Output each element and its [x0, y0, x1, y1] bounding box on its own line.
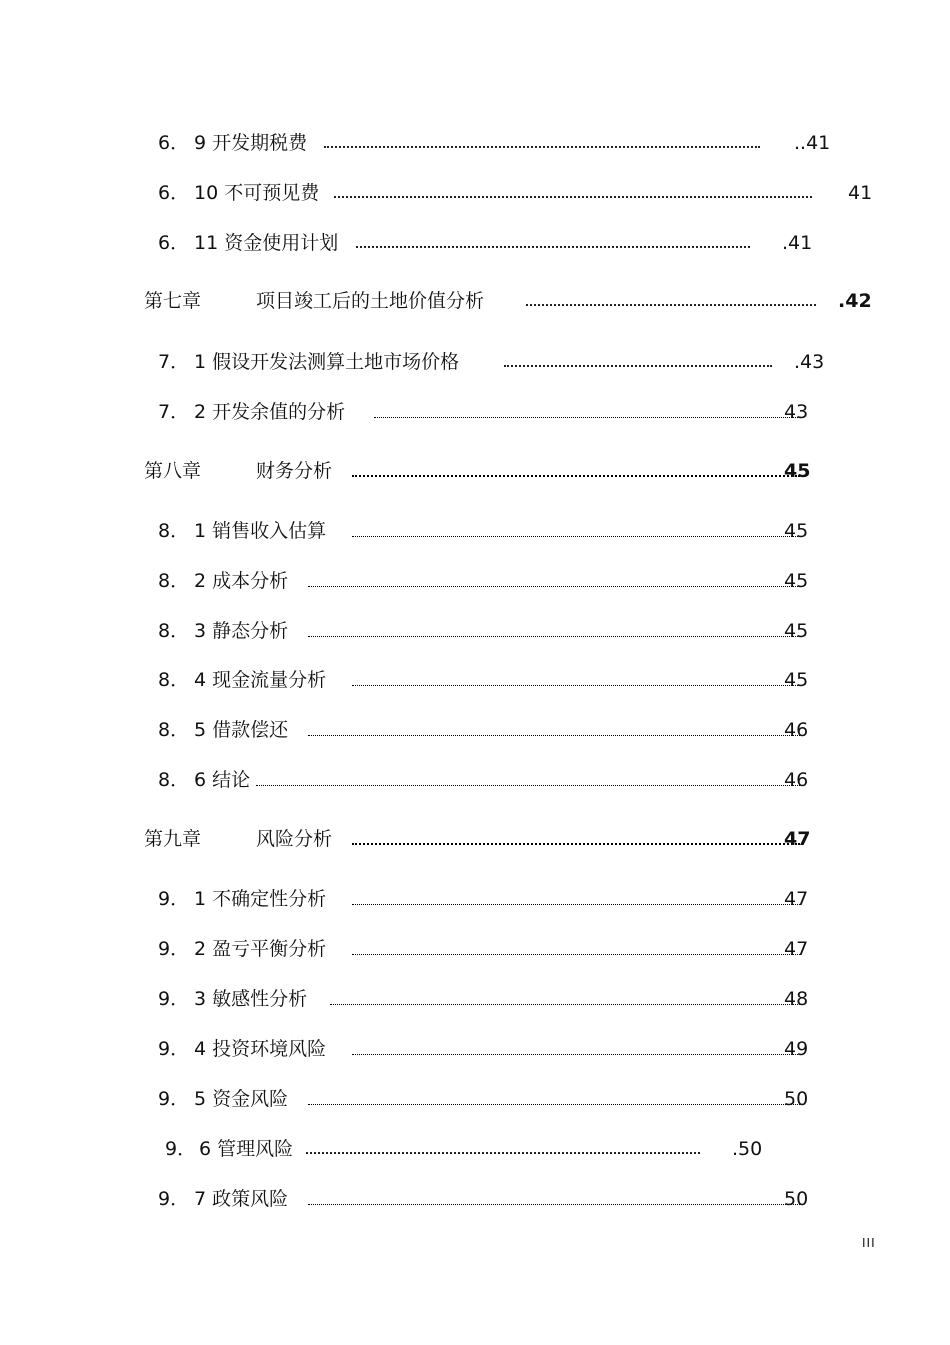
toc-entry-number: 9．	[158, 938, 190, 960]
toc-leader-dots	[356, 246, 750, 248]
toc-entry-page: 50	[784, 1188, 809, 1210]
toc-chapter-page: .42	[838, 290, 872, 312]
toc-chapter-label: 第七章	[144, 290, 202, 312]
toc-leader-dots	[308, 636, 800, 637]
toc-entry-title: 4 投资环境风险	[194, 1038, 327, 1060]
toc-leader-dots	[526, 304, 816, 306]
toc-leader-dots	[334, 196, 812, 198]
toc-entry-number: 9．	[165, 1138, 197, 1160]
toc-entry-title: 6 结论	[194, 769, 251, 791]
toc-entry-number: 8．	[158, 769, 190, 791]
toc-entry-page: 45	[784, 520, 809, 542]
toc-chapter-page: 47	[784, 828, 811, 850]
toc-entry-page: 49	[784, 1038, 809, 1060]
toc-entry-page: 50	[784, 1088, 809, 1110]
toc-entry-page: 46	[784, 719, 809, 741]
toc-entry-number: 8．	[158, 669, 190, 691]
toc-entry-title: 7 政策风险	[194, 1188, 289, 1210]
toc-entry-page: 47	[784, 888, 809, 910]
toc-chapter-page: 45	[784, 460, 811, 482]
toc-leader-dots	[308, 586, 800, 587]
toc-entry-title: 3 静态分析	[194, 620, 289, 642]
toc-entry-number: 6．	[158, 232, 190, 254]
toc-entry-page: 45	[784, 669, 809, 691]
toc-leader-dots	[308, 1104, 800, 1105]
toc-leader-dots	[352, 475, 800, 477]
toc-entry-page: 47	[784, 938, 809, 960]
toc-entry-page: 45	[784, 570, 809, 592]
toc-entry-page: 48	[784, 988, 809, 1010]
toc-leader-dots	[324, 146, 760, 148]
toc-entry-title: 10 不可预见费	[194, 182, 320, 204]
toc-entry-page: 45	[784, 620, 809, 642]
toc-entry-page: 41	[848, 182, 873, 204]
toc-entry-page: .50	[732, 1138, 763, 1160]
toc-entry-number: 8．	[158, 520, 190, 542]
toc-entry-number: 9．	[158, 1188, 190, 1210]
toc-entry-number: 6．	[158, 182, 190, 204]
toc-entry-title: 2 成本分析	[194, 570, 289, 592]
toc-chapter-title: 风险分析	[256, 828, 333, 850]
toc-leader-dots	[352, 1054, 800, 1055]
toc-entry-number: 9．	[158, 1038, 190, 1060]
toc-entry-number: 9．	[158, 888, 190, 910]
toc-leader-dots	[306, 1152, 700, 1154]
toc-entry-number: 9．	[158, 1088, 190, 1110]
toc-leader-dots	[330, 1004, 800, 1005]
toc-chapter-label: 第八章	[144, 460, 202, 482]
toc-leader-dots	[374, 417, 800, 418]
toc-entry-number: 7．	[158, 351, 190, 373]
toc-entry-page: ..41	[794, 132, 831, 154]
toc-entry-page: .43	[794, 351, 825, 373]
toc-entry-title: 5 资金风险	[194, 1088, 289, 1110]
toc-entry-number: 6．	[158, 132, 190, 154]
toc-entry-title: 1 假设开发法测算土地市场价格	[194, 351, 460, 373]
toc-leader-dots	[256, 785, 800, 786]
toc-entry-page: 43	[784, 401, 809, 423]
toc-leader-dots	[504, 365, 772, 367]
toc-entry-number: 7．	[158, 401, 190, 423]
toc-entry-title: 2 开发余值的分析	[194, 401, 346, 423]
toc-leader-dots	[352, 685, 800, 686]
toc-entry-title: 11 资金使用计划	[194, 232, 339, 254]
toc-chapter-title: 财务分析	[256, 460, 333, 482]
toc-entry-page: 46	[784, 769, 809, 791]
toc-entry-title: 4 现金流量分析	[194, 669, 327, 691]
toc-chapter-title: 项目竣工后的土地价值分析	[256, 290, 485, 312]
toc-leader-dots	[352, 904, 800, 905]
toc-entry-number: 8．	[158, 719, 190, 741]
toc-entry-title: 1 不确定性分析	[194, 888, 327, 910]
toc-entry-title: 1 销售收入估算	[194, 520, 327, 542]
toc-entry-number: 9．	[158, 988, 190, 1010]
toc-chapter-label: 第九章	[144, 828, 202, 850]
toc-entry-title: 5 借款偿还	[194, 719, 289, 741]
toc-leader-dots	[308, 735, 800, 736]
page-number: III	[862, 1236, 876, 1250]
toc-entry-number: 8．	[158, 620, 190, 642]
toc-entry-title: 6 管理风险	[199, 1138, 294, 1160]
toc-entry-title: 3 敏感性分析	[194, 988, 308, 1010]
toc-leader-dots	[352, 954, 800, 955]
toc-entry-number: 8．	[158, 570, 190, 592]
toc-entry-page: .41	[782, 232, 813, 254]
toc-leader-dots	[352, 843, 800, 845]
toc-entry-title: 9 开发期税费	[194, 132, 308, 154]
toc-leader-dots	[352, 536, 800, 537]
toc-leader-dots	[308, 1204, 800, 1205]
toc-entry-title: 2 盈亏平衡分析	[194, 938, 327, 960]
